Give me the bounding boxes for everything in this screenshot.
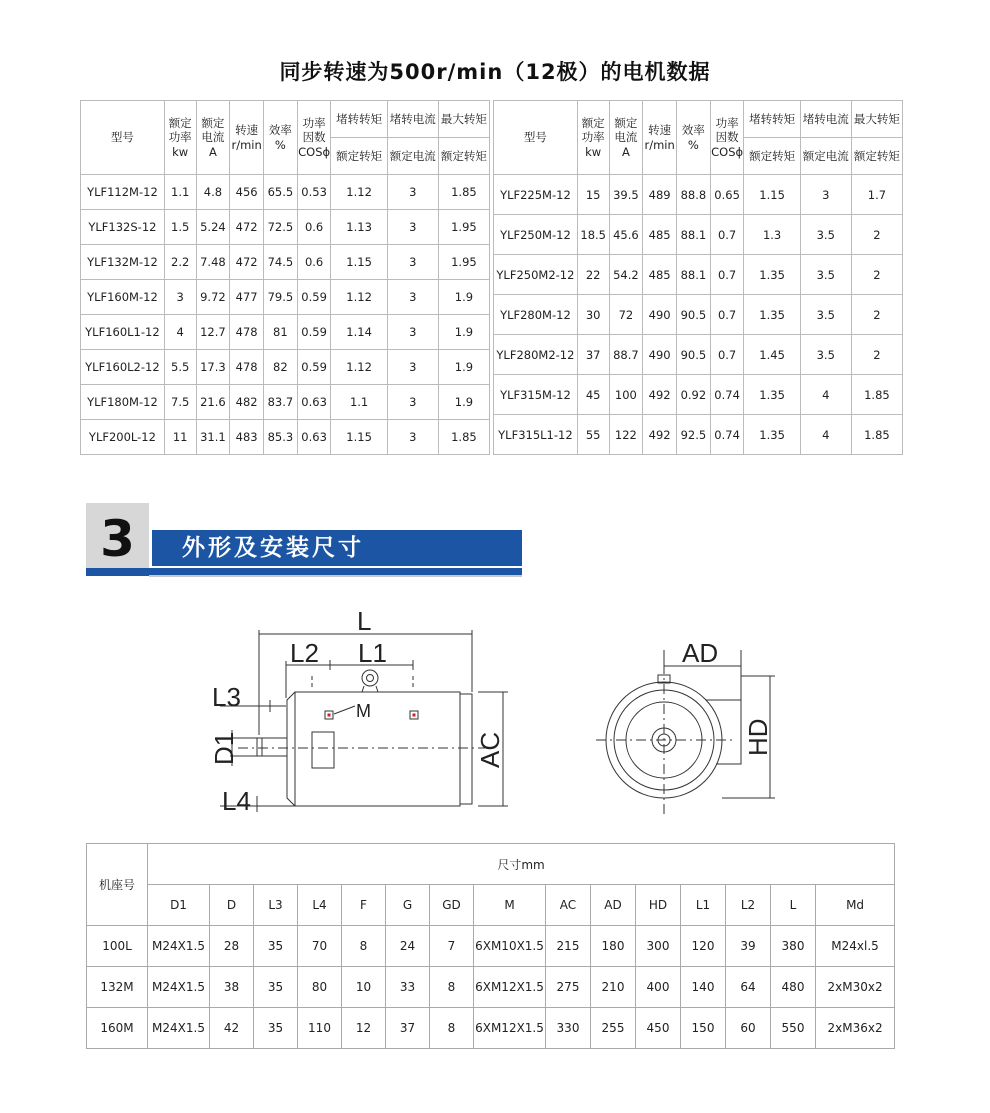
table-cell: 9.72 <box>196 280 230 315</box>
header-speed: 转速 r/min <box>230 101 264 175</box>
table-cell: 90.5 <box>677 335 711 375</box>
dimension-cell: 2xM30x2 <box>816 967 895 1008</box>
dimension-cell: 24 <box>386 926 430 967</box>
table-cell: 1.95 <box>438 210 489 245</box>
table-cell: 122 <box>609 415 643 455</box>
dimension-cell: 35 <box>254 967 298 1008</box>
table-row <box>81 175 490 210</box>
spec-table-right-body <box>494 175 903 455</box>
table-row <box>494 255 903 295</box>
table-cell: 55 <box>577 415 609 455</box>
rear-cover-outline <box>460 694 472 804</box>
table-cell: 2.2 <box>164 245 196 280</box>
dimension-column-headers <box>87 885 895 926</box>
table-cell: 3.5 <box>800 255 851 295</box>
dimension-cell: 12 <box>342 1008 386 1049</box>
dimension-column-header: L4 <box>298 885 342 926</box>
table-cell: 54.2 <box>609 255 643 295</box>
table-row <box>81 350 490 385</box>
table-cell: 0.63 <box>297 385 331 420</box>
table-cell: 1.15 <box>331 420 387 455</box>
header-max-torque: 最大转矩 <box>438 101 489 138</box>
dimension-cell: 60 <box>726 1008 771 1049</box>
dimension-table <box>86 843 895 1049</box>
section-number: 3 <box>86 503 149 575</box>
table-cell: 82 <box>264 350 298 385</box>
table-cell: 1.1 <box>331 385 387 420</box>
table-cell: 1.9 <box>438 315 489 350</box>
table-cell: 483 <box>230 420 264 455</box>
table-cell: 17.3 <box>196 350 230 385</box>
dimension-cell: 10 <box>342 967 386 1008</box>
table-cell: 37 <box>577 335 609 375</box>
page-title: 同步转速为500r/min（12极）的电机数据 <box>279 60 711 84</box>
header-speed: 转速 r/min <box>643 101 677 175</box>
table-cell: 456 <box>230 175 264 210</box>
dimension-cell: 37 <box>386 1008 430 1049</box>
table-row <box>494 375 903 415</box>
model-cell: YLF280M2-12 <box>494 335 578 375</box>
table-cell: 4 <box>800 415 851 455</box>
header-rated-torque-2: 额定转矩 <box>438 138 489 175</box>
dimension-column-header: F <box>342 885 386 926</box>
dimension-cell: 180 <box>591 926 636 967</box>
table-cell: 3 <box>387 385 438 420</box>
dimension-cell: 7 <box>430 926 474 967</box>
dimension-cell: M24X1.5 <box>148 967 210 1008</box>
section-underline-shadow <box>149 575 522 577</box>
model-cell: YLF180M-12 <box>81 385 165 420</box>
dimension-column-header: D1 <box>148 885 210 926</box>
table-cell: 1.35 <box>744 295 800 335</box>
model-cell: YLF200L-12 <box>81 420 165 455</box>
table-cell: 0.63 <box>297 420 331 455</box>
dimension-cell: 70 <box>298 926 342 967</box>
table-cell: 492 <box>643 375 677 415</box>
frame-cell: 160M <box>87 1008 148 1049</box>
header-model: 型号 <box>81 101 165 175</box>
table-cell: 1.12 <box>331 175 387 210</box>
header-rated-torque-2: 额定转矩 <box>851 138 902 175</box>
table-cell: 478 <box>230 315 264 350</box>
dimension-cell: 2xM36x2 <box>816 1008 895 1049</box>
table-cell: 1.15 <box>744 175 800 215</box>
table-cell: 0.74 <box>710 375 744 415</box>
table-cell: 7.48 <box>196 245 230 280</box>
table-cell: 0.74 <box>710 415 744 455</box>
table-cell: 4.8 <box>196 175 230 210</box>
table-cell: 65.5 <box>264 175 298 210</box>
dimension-cell: M24X1.5 <box>148 1008 210 1049</box>
table-cell: 3 <box>164 280 196 315</box>
dimension-cell: 6XM12X1.5 <box>474 1008 546 1049</box>
section-title: 外形及安装尺寸 <box>182 535 364 561</box>
header-locked-current: 堵转电流 <box>800 101 851 138</box>
table-cell: 1.12 <box>331 280 387 315</box>
table-row <box>81 210 490 245</box>
model-cell: YLF315M-12 <box>494 375 578 415</box>
table-cell: 0.6 <box>297 245 331 280</box>
table-cell: 72 <box>609 295 643 335</box>
label-HD: HD <box>743 718 773 756</box>
table-cell: 477 <box>230 280 264 315</box>
table-cell: 5.5 <box>164 350 196 385</box>
table-row <box>81 245 490 280</box>
table-cell: 0.7 <box>710 255 744 295</box>
header-rated-torque: 额定转矩 <box>331 138 387 175</box>
table-cell: 4 <box>164 315 196 350</box>
table-cell: 3 <box>387 420 438 455</box>
table-row <box>87 926 895 967</box>
table-cell: 485 <box>643 215 677 255</box>
model-cell: YLF132S-12 <box>81 210 165 245</box>
table-cell: 1.85 <box>438 420 489 455</box>
table-cell: 489 <box>643 175 677 215</box>
label-D1: D1 <box>209 731 239 765</box>
table-cell: 79.5 <box>264 280 298 315</box>
terminal-box-outline <box>312 732 334 768</box>
dimension-cell: 35 <box>254 1008 298 1049</box>
table-row <box>81 315 490 350</box>
dimension-cell: 275 <box>546 967 591 1008</box>
label-AD: AD <box>682 638 719 668</box>
dimension-cell: 80 <box>298 967 342 1008</box>
header-rated-current: 额定电流 <box>800 138 851 175</box>
header-rated-torque: 额定转矩 <box>744 138 800 175</box>
table-cell: 485 <box>643 255 677 295</box>
header-locked-torque: 堵转转矩 <box>331 101 387 138</box>
table-cell: 1.85 <box>851 375 902 415</box>
dimension-cell: 6XM10X1.5 <box>474 926 546 967</box>
table-cell: 45 <box>577 375 609 415</box>
motor-body-outline <box>295 692 460 806</box>
header-current: 额定 电流 A <box>196 101 230 175</box>
header-size-mm: 尺寸mm <box>148 844 895 885</box>
dimension-cell: 35 <box>254 926 298 967</box>
dimension-cell: 300 <box>636 926 681 967</box>
table-cell: 1.45 <box>744 335 800 375</box>
table-row <box>81 280 490 315</box>
dimension-table-body <box>87 926 895 1049</box>
header-power: 额定 功率 kw <box>164 101 196 175</box>
header-max-torque: 最大转矩 <box>851 101 902 138</box>
table-cell: 100 <box>609 375 643 415</box>
table-cell: 1.12 <box>331 350 387 385</box>
table-cell: 2 <box>851 295 902 335</box>
table-cell: 4 <box>800 375 851 415</box>
table-cell: 15 <box>577 175 609 215</box>
table-row <box>494 295 903 335</box>
model-cell: YLF132M-12 <box>81 245 165 280</box>
model-cell: YLF250M2-12 <box>494 255 578 295</box>
model-cell: YLF160M-12 <box>81 280 165 315</box>
table-cell: 39.5 <box>609 175 643 215</box>
dimension-cell: 255 <box>591 1008 636 1049</box>
dimension-column-header: HD <box>636 885 681 926</box>
table-cell: 12.7 <box>196 315 230 350</box>
table-cell: 88.1 <box>677 255 711 295</box>
dimension-column-header: L1 <box>681 885 726 926</box>
table-cell: 0.59 <box>297 350 331 385</box>
header-model: 型号 <box>494 101 578 175</box>
label-L1: L1 <box>358 638 387 668</box>
model-cell: YLF250M-12 <box>494 215 578 255</box>
dimension-cell: 380 <box>771 926 816 967</box>
table-cell: 0.65 <box>710 175 744 215</box>
table-cell: 88.1 <box>677 215 711 255</box>
table-cell: 1.9 <box>438 280 489 315</box>
dimension-column-header: L3 <box>254 885 298 926</box>
table-row <box>494 215 903 255</box>
table-cell: 0.53 <box>297 175 331 210</box>
header-power-factor: 功率 因数 COSϕ <box>297 101 331 175</box>
table-cell: 88.7 <box>609 335 643 375</box>
dimension-cell: 150 <box>681 1008 726 1049</box>
dimension-column-header: L <box>771 885 816 926</box>
table-row <box>494 415 903 455</box>
table-cell: 1.9 <box>438 350 489 385</box>
dimension-cell: 8 <box>430 967 474 1008</box>
table-cell: 18.5 <box>577 215 609 255</box>
dimension-cell: 33 <box>386 967 430 1008</box>
table-cell: 31.1 <box>196 420 230 455</box>
table-cell: 482 <box>230 385 264 420</box>
dimension-cell: 6XM12X1.5 <box>474 967 546 1008</box>
table-cell: 81 <box>264 315 298 350</box>
outline-drawing <box>0 600 990 820</box>
table-cell: 0.59 <box>297 280 331 315</box>
table-cell: 1.35 <box>744 415 800 455</box>
dimension-cell: 120 <box>681 926 726 967</box>
table-cell: 11 <box>164 420 196 455</box>
dimension-cell: 450 <box>636 1008 681 1049</box>
header-rated-current: 额定电流 <box>387 138 438 175</box>
table-row <box>494 335 903 375</box>
table-cell: 1.1 <box>164 175 196 210</box>
table-cell: 7.5 <box>164 385 196 420</box>
table-cell: 72.5 <box>264 210 298 245</box>
table-cell: 0.59 <box>297 315 331 350</box>
dimension-column-header: M <box>474 885 546 926</box>
table-cell: 0.7 <box>710 295 744 335</box>
table-cell: 3.5 <box>800 215 851 255</box>
dimension-column-header: L2 <box>726 885 771 926</box>
dimension-cell: 480 <box>771 967 816 1008</box>
label-L: L <box>357 606 372 636</box>
table-cell: 22 <box>577 255 609 295</box>
table-cell: 478 <box>230 350 264 385</box>
header-power-factor: 功率 因数 COSϕ <box>710 101 744 175</box>
table-cell: 3.5 <box>800 295 851 335</box>
table-cell: 1.3 <box>744 215 800 255</box>
dimension-column-header: G <box>386 885 430 926</box>
header-locked-torque: 堵转转矩 <box>744 101 800 138</box>
dimension-cell: 28 <box>210 926 254 967</box>
label-L3: L3 <box>212 682 241 712</box>
dimension-cell: 140 <box>681 967 726 1008</box>
table-cell: 0.92 <box>677 375 711 415</box>
model-cell: YLF315L1-12 <box>494 415 578 455</box>
front-flange-outline <box>287 692 295 806</box>
dimension-cell: 330 <box>546 1008 591 1049</box>
table-cell: 3 <box>387 315 438 350</box>
dimension-column-header: D <box>210 885 254 926</box>
table-cell: 2 <box>851 335 902 375</box>
table-cell: 21.6 <box>196 385 230 420</box>
table-cell: 1.13 <box>331 210 387 245</box>
table-cell: 1.15 <box>331 245 387 280</box>
table-cell: 1.14 <box>331 315 387 350</box>
dimension-column-header: Md <box>816 885 895 926</box>
table-cell: 45.6 <box>609 215 643 255</box>
dimension-column-header: AD <box>591 885 636 926</box>
table-cell: 490 <box>643 295 677 335</box>
model-cell: YLF225M-12 <box>494 175 578 215</box>
dimension-cell: 38 <box>210 967 254 1008</box>
frame-cell: 132M <box>87 967 148 1008</box>
table-cell: 1.95 <box>438 245 489 280</box>
dimension-cell: 8 <box>342 926 386 967</box>
table-cell: 3 <box>387 350 438 385</box>
table-cell: 88.8 <box>677 175 711 215</box>
table-cell: 85.3 <box>264 420 298 455</box>
model-cell: YLF112M-12 <box>81 175 165 210</box>
dimension-cell: 42 <box>210 1008 254 1049</box>
dimension-cell: 400 <box>636 967 681 1008</box>
table-row <box>81 420 490 455</box>
table-cell: 490 <box>643 335 677 375</box>
table-cell: 1.7 <box>851 175 902 215</box>
dimension-cell: 8 <box>430 1008 474 1049</box>
table-row <box>87 967 895 1008</box>
header-current: 额定 电流 A <box>609 101 643 175</box>
table-cell: 92.5 <box>677 415 711 455</box>
table-cell: 74.5 <box>264 245 298 280</box>
dimension-cell: M24X1.5 <box>148 926 210 967</box>
dimension-cell: 110 <box>298 1008 342 1049</box>
table-cell: 83.7 <box>264 385 298 420</box>
label-M: M <box>356 701 371 721</box>
header-frame: 机座号 <box>87 844 148 926</box>
table-cell: 3 <box>387 245 438 280</box>
table-cell: 1.9 <box>438 385 489 420</box>
header-locked-current: 堵转电流 <box>387 101 438 138</box>
table-cell: 3 <box>387 280 438 315</box>
table-cell: 2 <box>851 255 902 295</box>
table-cell: 0.7 <box>710 215 744 255</box>
table-cell: 2 <box>851 215 902 255</box>
dimension-column-header: GD <box>430 885 474 926</box>
spec-table-left <box>80 100 490 455</box>
table-cell: 0.6 <box>297 210 331 245</box>
dimension-column-header: AC <box>546 885 591 926</box>
dimension-cell: M24xl.5 <box>816 926 895 967</box>
table-cell: 3.5 <box>800 335 851 375</box>
dimension-cell: 210 <box>591 967 636 1008</box>
table-cell: 1.5 <box>164 210 196 245</box>
table-row <box>494 175 903 215</box>
table-cell: 30 <box>577 295 609 335</box>
table-cell: 1.35 <box>744 375 800 415</box>
table-cell: 472 <box>230 210 264 245</box>
table-cell: 492 <box>643 415 677 455</box>
spec-table-left-body <box>81 175 490 455</box>
label-AC: AC <box>475 731 505 768</box>
table-cell: 1.35 <box>744 255 800 295</box>
model-cell: YLF280M-12 <box>494 295 578 335</box>
table-cell: 3 <box>800 175 851 215</box>
table-cell: 1.85 <box>851 415 902 455</box>
table-row <box>81 385 490 420</box>
table-cell: 0.7 <box>710 335 744 375</box>
spec-table-right <box>493 100 903 455</box>
header-efficiency: 效率 % <box>264 101 298 175</box>
table-cell: 3 <box>387 210 438 245</box>
header-power: 额定 功率 kw <box>577 101 609 175</box>
table-cell: 5.24 <box>196 210 230 245</box>
model-cell: YLF160L2-12 <box>81 350 165 385</box>
dimension-cell: 215 <box>546 926 591 967</box>
table-cell: 90.5 <box>677 295 711 335</box>
dimension-cell: 64 <box>726 967 771 1008</box>
header-efficiency: 效率 % <box>677 101 711 175</box>
dimension-cell: 550 <box>771 1008 816 1049</box>
table-row <box>87 1008 895 1049</box>
lifting-eye-outline <box>362 670 378 686</box>
label-L4: L4 <box>222 786 251 816</box>
table-cell: 472 <box>230 245 264 280</box>
table-cell: 1.85 <box>438 175 489 210</box>
model-cell: YLF160L1-12 <box>81 315 165 350</box>
dimension-cell: 39 <box>726 926 771 967</box>
label-L2: L2 <box>290 638 319 668</box>
frame-cell: 100L <box>87 926 148 967</box>
end-view-terminal-box <box>706 700 741 764</box>
table-cell: 3 <box>387 175 438 210</box>
